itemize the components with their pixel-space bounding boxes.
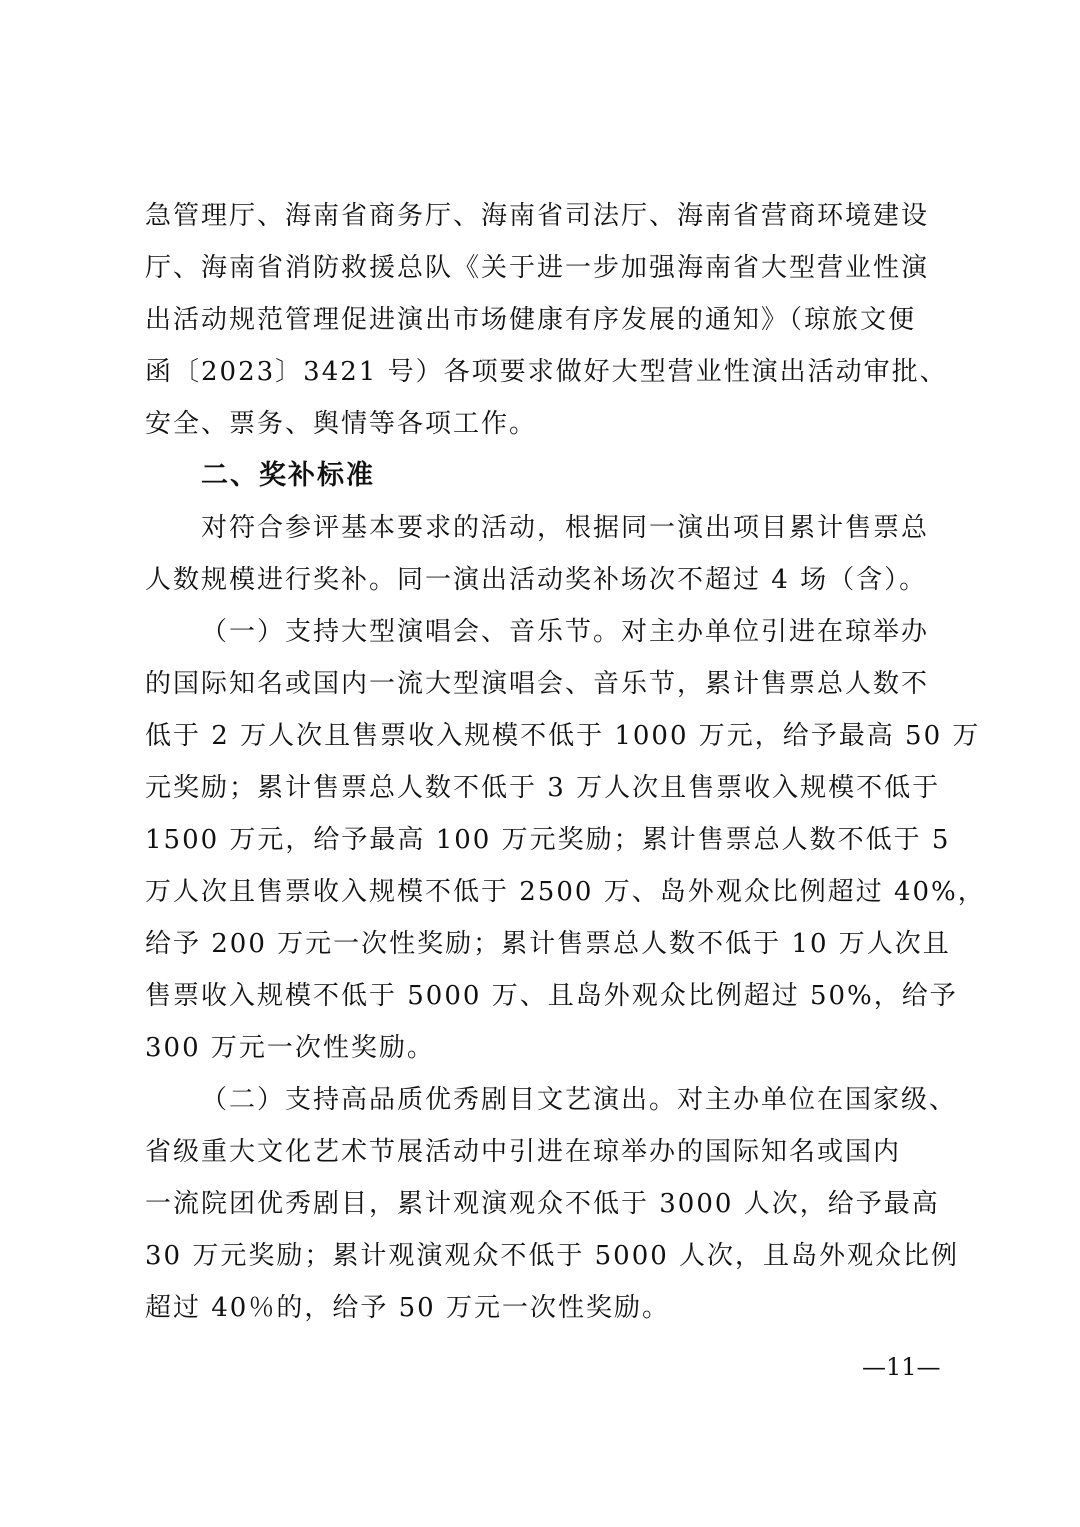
standard-line-2: 人数规模进行奖补。同一演出活动奖补场次不超过 4 场（含）。 [145,565,928,595]
page-number: —11— [862,1353,941,1381]
intro-line-5: 安全、票务、舆情等各项工作。 [145,409,538,439]
concert-line-8: 售票收入规模不低于 5000 万、且岛外观众比例超过 50%，给予 [145,981,958,1011]
intro-line-4: 函〔2023〕3421 号）各项要求做好大型营业性演出活动审批、 [145,357,948,387]
concert-line-4: 元奖励；累计售票总人数不低于 3 万人次且售票收入规模不低于 [145,773,941,803]
drama-line-1: （二）支持高品质优秀剧目文艺演出。对主办单位在国家级、 [201,1085,958,1115]
drama-line-2: 省级重大文化艺术节展活动中引进在琼举办的国际知名或国内 [145,1137,902,1167]
standard-line-1: 对符合参评基本要求的活动，根据同一演出项目累计售票总 [201,513,930,543]
concert-line-5: 1500 万元，给予最高 100 万元奖励；累计售票总人数不低于 5 [145,825,951,855]
drama-line-3: 一流院团优秀剧目，累计观演观众不低于 3000 人次，给予最高 [145,1189,940,1219]
concert-line-3: 低于 2 万人次且售票收入规模不低于 1000 万元，给予最高 50 万 [145,721,981,751]
intro-line-1: 急管理厅、海南省商务厅、海南省司法厅、海南省营商环境建设 [145,201,930,231]
intro-line-3: 出活动规范管理促进演出市场健康有序发展的通知》（琼旅文便 [145,305,917,335]
concert-line-1: （一）支持大型演唱会、音乐节。对主办单位引进在琼举办 [201,617,930,647]
concert-line-9: 300 万元一次性奖励。 [145,1033,435,1063]
concert-line-2: 的国际知名或国内一流大型演唱会、音乐节，累计售票总人数不 [145,669,930,699]
concert-line-7: 给予 200 万元一次性奖励；累计售票总人数不低于 10 万人次且 [145,929,951,959]
concert-line-6: 万人次且售票收入规模不低于 2500 万、岛外观众比例超过 40%， [145,877,986,907]
drama-line-5: 超过 40％的，给予 50 万元一次性奖励。 [145,1293,670,1323]
section-heading: 二、奖补标准 [201,460,375,491]
intro-line-2: 厅、海南省消防救援总队《关于进一步加强海南省大型营业性演 [145,253,930,283]
drama-line-4: 30 万元奖励；累计观演观众不低于 5000 人次，且岛外观众比例 [145,1241,960,1271]
